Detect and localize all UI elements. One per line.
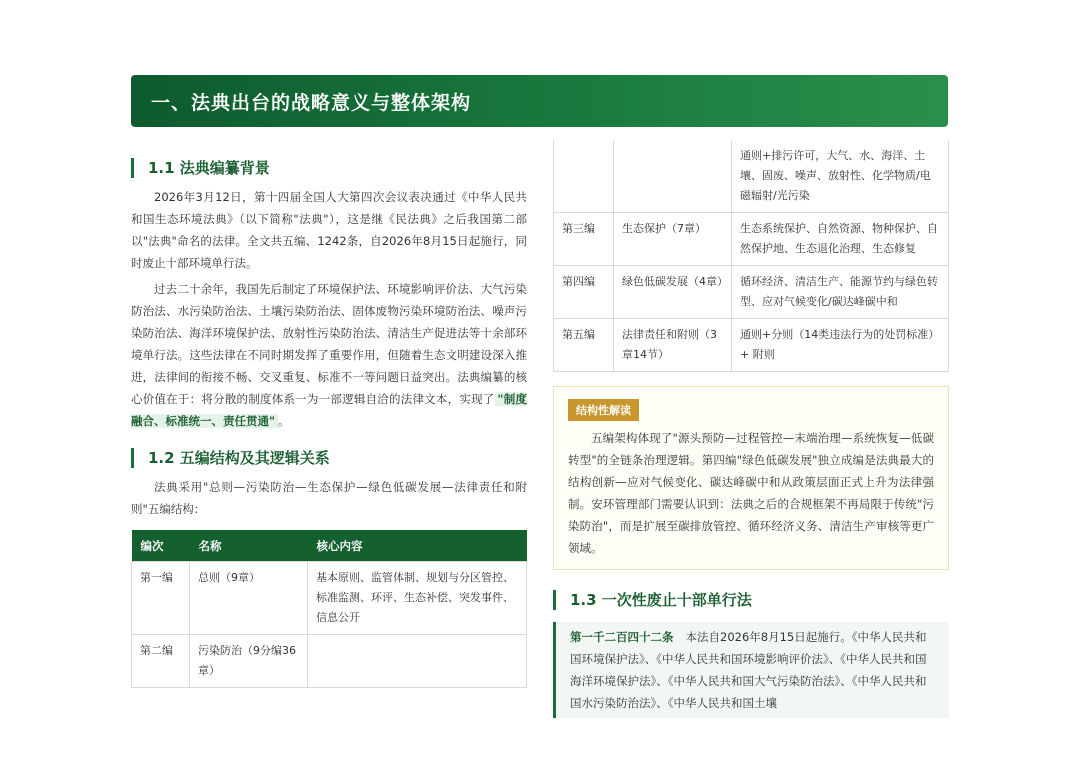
table-row [554, 213, 949, 266]
table-header-row [132, 530, 527, 562]
table-cell: 法律责任和附则（3章14节） [614, 319, 732, 372]
background-paragraph-2 [131, 278, 527, 432]
table-cell: 第二编 [132, 635, 190, 688]
paragraph-end: 。 [278, 414, 290, 428]
left-column [131, 140, 527, 676]
table-cell: 绿色低碳发展（4章） [614, 266, 732, 319]
section-heading-1-3: 1.3 一次性废止十部单行法 [553, 590, 949, 610]
table-cell [614, 140, 732, 213]
table-cell: 第一编 [132, 562, 190, 635]
article-quote [553, 622, 949, 718]
table-cell: 生态系统保护、自然资源、物种保护、自然保护地、生态退化治理、生态修复 [732, 213, 949, 266]
table-cell: 总则（9章） [190, 562, 308, 635]
table-row [554, 140, 949, 213]
key-value-highlight: "制度融合、标准统一、责任贯通" [131, 392, 527, 428]
table-cell: 生态保护（7章） [614, 213, 732, 266]
background-paragraph-1: 2026年3月12日，第十四届全国人大第四次会议表决通过《中华人民共和国生态环境法典》（以下简称"法典"），这是继《民法典》之后我国第二部以"法典"命名的法律。全文共五编、1242条，自2026年8月15日起施行，同时废止十部环境单行法。 [131, 190, 527, 270]
chapter-banner [131, 75, 948, 127]
table-cell: 基本原则、监管体制、规划与分区管控、标准监测、环评、生态补偿、突发事件、信息公开 [308, 562, 527, 635]
table-cell [308, 635, 527, 688]
interpretation-box [553, 386, 949, 570]
table-cell [554, 140, 614, 213]
paragraph-text: 过去二十余年，我国先后制定了环境保护法、环境影响评价法、大气污染防治法、水污染防治法、土壤污染防治法、固体废物污染环境防治法、噪声污染防治法、海洋环境保护法、放射性污染防治法、清洁生产促进法等十余部环境单行法。这些法律在不同时期发挥了重要作用，但随着生态文明建设深入推进，法律间的衔接不畅、交叉重复、标准不一等问题日益突出。法典编纂的核心价值在于：将分散的制度体系一为一部逻辑自洽的法律文本，实现了 [131, 282, 527, 406]
table-row [132, 562, 527, 635]
table-cell: 第三编 [554, 213, 614, 266]
article-text: 本法自2026年8月15日起施行。《中华人民共和国环境保护法》、《中华人民共和国环境影响评价法》、《中华人民共和国海洋环境保护法》、《中华人民共和国大气污染防治法》、《中华人民共和国水污染防治法》、《中华人民共和国土壤 [570, 630, 927, 710]
table-cell: 第五编 [554, 319, 614, 372]
table-row [132, 635, 527, 688]
structure-table-continued [553, 140, 949, 372]
right-column [553, 140, 949, 710]
table-row [554, 266, 949, 319]
interpretation-text: 五编架构体现了"源头预防—过程管控—末端治理—系统恢复—低碳转型"的全链条治理逻辑。第四编"绿色低碳发展"独立成编是法典最大的结构创新—应对气候变化、碳达峰碳中和从政策层面正式上升为法律强制。安环管理部门需要认识到：法典之后的合规框架不再局限于传统"污染防治"，而是扩展至碳排放管控、循环经济义务、清洁生产审核等更广领域。 [568, 431, 934, 555]
table-row [554, 319, 949, 372]
section-heading-1-1: 1.1 法典编纂背景 [131, 158, 527, 178]
structure-intro: 法典采用"总则—污染防治—生态保护—绿色低碳发展—法律责任和附则"五编结构： [131, 480, 527, 516]
table-cell: 通则+排污许可，大气、水、海洋、土壤、固废、噪声、放射性、化学物质/电磁辐射/光污染 [732, 140, 949, 213]
table-cell: 循环经济、清洁生产、能源节约与绿色转型、应对气候变化/碳达峰碳中和 [732, 266, 949, 319]
article-number: 第一千二百四十二条 [570, 630, 674, 644]
col-header-part: 编次 [132, 530, 190, 562]
section-heading-1-2: 1.2 五编结构及其逻辑关系 [131, 448, 527, 468]
table-cell: 污染防治（9分编36章） [190, 635, 308, 688]
table-cell: 第四编 [554, 266, 614, 319]
interpretation-badge: 结构性解读 [568, 399, 639, 421]
table-cell: 通则+分则（14类违法行为的处罚标准）+ 附则 [732, 319, 949, 372]
col-header-name: 名称 [190, 530, 308, 562]
col-header-content: 核心内容 [308, 530, 527, 562]
structure-table [131, 530, 527, 688]
chapter-title: 一、法典出台的战略意义与整体架构 [151, 91, 472, 114]
